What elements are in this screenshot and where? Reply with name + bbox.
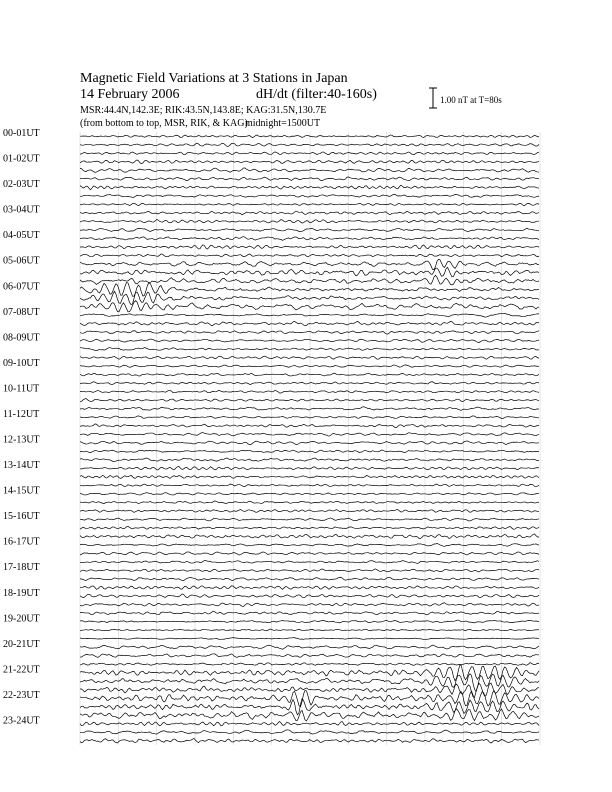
hour-label: 10-11UT — [3, 383, 40, 395]
trace-msr-13-14ut — [80, 484, 539, 486]
trace-kag-17-18ut — [80, 569, 539, 572]
chart-date: 14 February 2006 — [80, 87, 180, 102]
trace-rik-03-04ut — [80, 220, 539, 224]
station-coordinates: MSR:44.4N,142.3E; RIK:43.5N,143.8E; KAG:31.5N,130.7E — [80, 105, 327, 116]
hour-label: 16-17UT — [3, 536, 40, 548]
trace-rik-17-18ut — [80, 577, 539, 580]
trace-msr-06-07ut — [80, 301, 539, 312]
trace-kag-03-04ut — [80, 211, 539, 215]
hour-label: 07-08UT — [3, 306, 40, 318]
hour-label: 18-19UT — [3, 587, 40, 599]
trace-rik-01-02ut — [80, 168, 539, 172]
trace-kag-10-11ut — [80, 390, 539, 393]
trace-rik-14-15ut — [80, 501, 539, 504]
hour-label: 20-21UT — [3, 638, 40, 650]
hour-label: 12-13UT — [3, 434, 40, 446]
trace-kag-05-06ut — [80, 259, 539, 269]
trace-msr-08-09ut — [80, 356, 539, 359]
trace-rik-20-21ut — [80, 654, 539, 658]
hour-label: 23-24UT — [3, 715, 40, 727]
trace-kag-11-12ut — [80, 416, 539, 418]
trace-msr-10-11ut — [80, 407, 539, 411]
trace-msr-19-20ut — [80, 638, 539, 640]
trace-kag-07-08ut — [80, 313, 539, 317]
trace-rik-15-16ut — [80, 526, 539, 529]
trace-msr-11-12ut — [80, 433, 539, 437]
trace-kag-04-05ut — [80, 237, 539, 241]
trace-rik-04-05ut — [80, 245, 539, 249]
scale-label: 1.00 nT at T=80s — [440, 95, 502, 105]
hour-label: 11-12UT — [3, 408, 40, 420]
trace-msr-09-10ut — [80, 382, 539, 385]
trace-rik-00-01ut — [80, 143, 539, 146]
trace-rik-23-24ut — [80, 730, 539, 734]
trace-msr-07-08ut — [80, 331, 539, 334]
hour-label: 19-20UT — [3, 613, 40, 625]
trace-rik-21-22ut — [80, 674, 539, 692]
hour-label: 14-15UT — [3, 485, 40, 497]
station-order-note: (from bottom to top, MSR, RIK, & KAG) — [80, 118, 248, 129]
trace-rik-02-03ut — [80, 194, 539, 197]
scale-bar-icon — [429, 87, 437, 109]
trace-msr-18-19ut — [80, 611, 539, 615]
trace-rik-13-14ut — [80, 475, 539, 478]
hour-label: 13-14UT — [3, 460, 40, 472]
trace-msr-00-01ut — [80, 152, 539, 155]
trace-msr-01-02ut — [80, 177, 539, 181]
trace-rik-05-06ut — [80, 267, 539, 277]
trace-rik-16-17ut — [80, 552, 539, 555]
trace-kag-08-09ut — [80, 339, 539, 343]
trace-kag-21-22ut — [80, 665, 539, 681]
trace-rik-19-20ut — [80, 629, 539, 631]
trace-msr-21-22ut — [80, 683, 539, 697]
trace-kag-22-23ut — [80, 690, 539, 706]
trace-rik-18-19ut — [80, 603, 539, 607]
hour-label: 03-04UT — [3, 204, 40, 216]
trace-msr-16-17ut — [80, 561, 539, 564]
row-labels — [3, 128, 40, 726]
hour-label: 21-22UT — [3, 664, 40, 676]
hour-label: 22-23UT — [3, 689, 40, 701]
trace-msr-03-04ut — [80, 228, 539, 231]
vertical-gridlines — [80, 132, 540, 745]
trace-kag-09-10ut — [80, 365, 539, 367]
hour-label: 17-18UT — [3, 562, 40, 574]
trace-kag-13-14ut — [80, 466, 539, 470]
hour-label: 00-01UT — [3, 128, 40, 139]
trace-msr-23-24ut — [80, 738, 539, 743]
trace-msr-15-16ut — [80, 534, 539, 539]
hour-label: 01-02UT — [3, 153, 40, 165]
trace-kag-15-16ut — [80, 518, 539, 521]
trace-kag-16-17ut — [80, 544, 539, 547]
chart-quantity: dH/dt (filter:40-160s) — [256, 87, 377, 102]
trace-kag-19-20ut — [80, 620, 539, 623]
trace-rik-12-13ut — [80, 450, 539, 453]
trace-rik-07-08ut — [80, 321, 539, 326]
trace-rik-09-10ut — [80, 373, 539, 376]
trace-kag-14-15ut — [80, 493, 539, 495]
hour-label: 15-16UT — [3, 511, 40, 523]
trace-kag-20-21ut — [80, 645, 539, 649]
hour-label: 09-10UT — [3, 357, 40, 369]
trace-msr-20-21ut — [80, 663, 539, 666]
trace-kag-01-02ut — [80, 160, 539, 164]
trace-msr-17-18ut — [80, 586, 539, 590]
trace-msr-02-03ut — [80, 203, 539, 205]
trace-rik-06-07ut — [80, 291, 539, 304]
hour-label: 08-09UT — [3, 332, 40, 344]
trace-rik-11-12ut — [80, 424, 539, 428]
trace-kag-06-07ut — [80, 282, 539, 296]
hour-label: 05-06UT — [3, 255, 40, 267]
trace-msr-14-15ut — [80, 510, 539, 513]
midnight-note: midnight=1500UT — [245, 118, 321, 129]
trace-rik-08-09ut — [80, 347, 539, 350]
chart-title: Magnetic Field Variations at 3 Stations in Japan — [80, 71, 348, 86]
trace-kag-18-19ut — [80, 594, 539, 598]
trace-kag-02-03ut — [80, 185, 539, 190]
hour-label: 06-07UT — [3, 281, 40, 293]
hour-label: 04-05UT — [3, 230, 40, 242]
trace-kag-23-24ut — [80, 722, 539, 726]
trace-msr-12-13ut — [80, 458, 539, 462]
trace-rik-10-11ut — [80, 399, 539, 402]
trace-msr-04-05ut — [80, 254, 539, 257]
trace-kag-12-13ut — [80, 441, 539, 445]
station-traces — [80, 135, 539, 743]
hour-label: 02-03UT — [3, 179, 40, 191]
trace-kag-00-01ut — [80, 135, 539, 138]
